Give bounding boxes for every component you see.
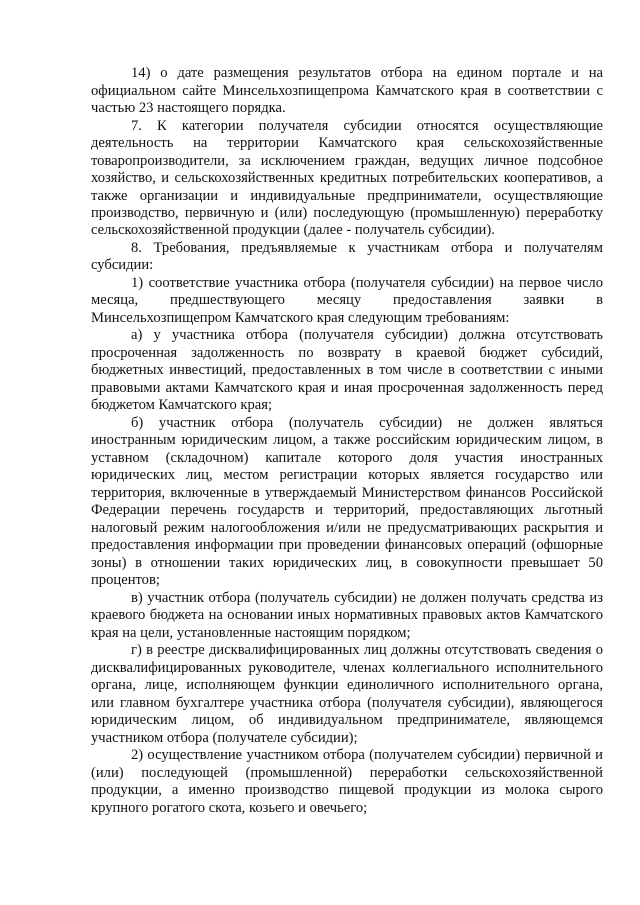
text-line: 8. Требования, предъявляемые к участникам отбора и получателям xyxy=(131,240,603,256)
text-line: краевого бюджета на основании иных нормативных правовых актов Камчатского xyxy=(91,607,603,623)
text-line: б) участник отбора (получатель субсидии) не должен являться xyxy=(131,415,603,431)
text-line: Федерации перечень государств и территорий, предоставляющих льготный xyxy=(91,502,603,518)
text-line: производство, первичную и (или) последующую (промышленную) переработку xyxy=(91,205,603,221)
text-line: месяца, предшествующего месяцу предоставления заявки в xyxy=(91,292,603,308)
text-line: Минсельхозпищепром Камчатского края следующим требованиям: xyxy=(91,310,510,326)
text-line: иностранным юридическим лицом, а также российским юридическим лицом, в xyxy=(91,432,603,448)
text-line: бюджетных инвестиций, предоставленных в том числе в соответствии с иными xyxy=(91,362,603,378)
text-line: а) у участника отбора (получателя субсидии) должна отсутствовать xyxy=(131,327,603,343)
text-line: продукции, а именно производство пищевой продукции из молока сырого xyxy=(91,782,603,798)
text-line: просроченная задолженность по возврату в краевой бюджет субсидий, xyxy=(91,345,603,361)
text-line: в) участник отбора (получатель субсидии) не должен получать средства из xyxy=(131,590,603,606)
text-line: хозяйство, и сельскохозяйственных кредитных потребительских кооперативов, а xyxy=(91,170,603,186)
text-line: деятельность на территории Камчатского края сельскохозяйственные xyxy=(91,135,603,151)
text-line: территория, включенные в утверждаемый Министерством финансов Российской xyxy=(91,485,603,501)
text-line: бюджетом Камчатского края; xyxy=(91,397,273,413)
text-line: официальном сайте Минсельхозпищепрома Камчатского края в соответствии с xyxy=(91,83,603,99)
text-line: органа, лице, исполняющем функции единоличного исполнительного органа, xyxy=(91,677,603,693)
text-line: зоны) в отношении таких юридических лиц, в совокупности превышает 50 xyxy=(91,555,603,571)
text-line: юридическим лицом, об индивидуальном предпринимателе, являющемся xyxy=(91,712,603,728)
text-line: субсидии: xyxy=(91,257,154,273)
text-line: правовыми актами Камчатского края и иная просроченная задолженность перед xyxy=(91,380,603,396)
text-line: предоставления информации при проведении финансовых операций (офшорные xyxy=(91,537,603,553)
text-line: уставном (складочном) капитале которого доля участия иностранных xyxy=(91,450,603,466)
text-line: 2) осуществление участником отбора (получателем субсидии) первичной и xyxy=(131,747,603,763)
text-line: частью 23 настоящего порядка. xyxy=(91,100,286,116)
text-line: г) в реестре дисквалифицированных лиц должны отсутствовать сведения о xyxy=(131,642,603,658)
text-line: юридических лиц, местом регистрации которых является государство или xyxy=(91,467,603,483)
text-line: участником отбора (получателе субсидии); xyxy=(91,730,358,746)
text-line: 1) соответствие участника отбора (получателя субсидии) на первое число xyxy=(131,275,603,291)
text-line: края на цели, установленные настоящим порядком; xyxy=(91,625,411,641)
text-line: процентов; xyxy=(91,572,160,588)
text-line: налоговый режим налогообложения и/или не предусматривающих раскрытия и xyxy=(91,520,603,536)
text-line: или главном бухгалтере участника отбора (получателя субсидии), являющегося xyxy=(91,695,603,711)
text-line: сельскохозяйственной продукции (далее - получатель субсидии). xyxy=(91,222,495,238)
text-line: также организации и индивидуальные предприниматели, осуществляющие xyxy=(91,188,603,204)
text-line: 7. К категории получателя субсидии относятся осуществляющие xyxy=(131,118,603,134)
text-line: крупного рогатого скота, козьего и овечьего; xyxy=(91,800,368,816)
text-line: 14) о дате размещения результатов отбора на едином портале и на xyxy=(131,65,603,81)
text-line: товаропроизводители, за исключением граждан, ведущих личное подсобное xyxy=(91,153,603,169)
text-line: (или) последующей (промышленной) переработки сельскохозяйственной xyxy=(91,765,603,781)
text-line: дисквалифицированных руководителе, членах коллегиального исполнительного xyxy=(91,660,603,676)
